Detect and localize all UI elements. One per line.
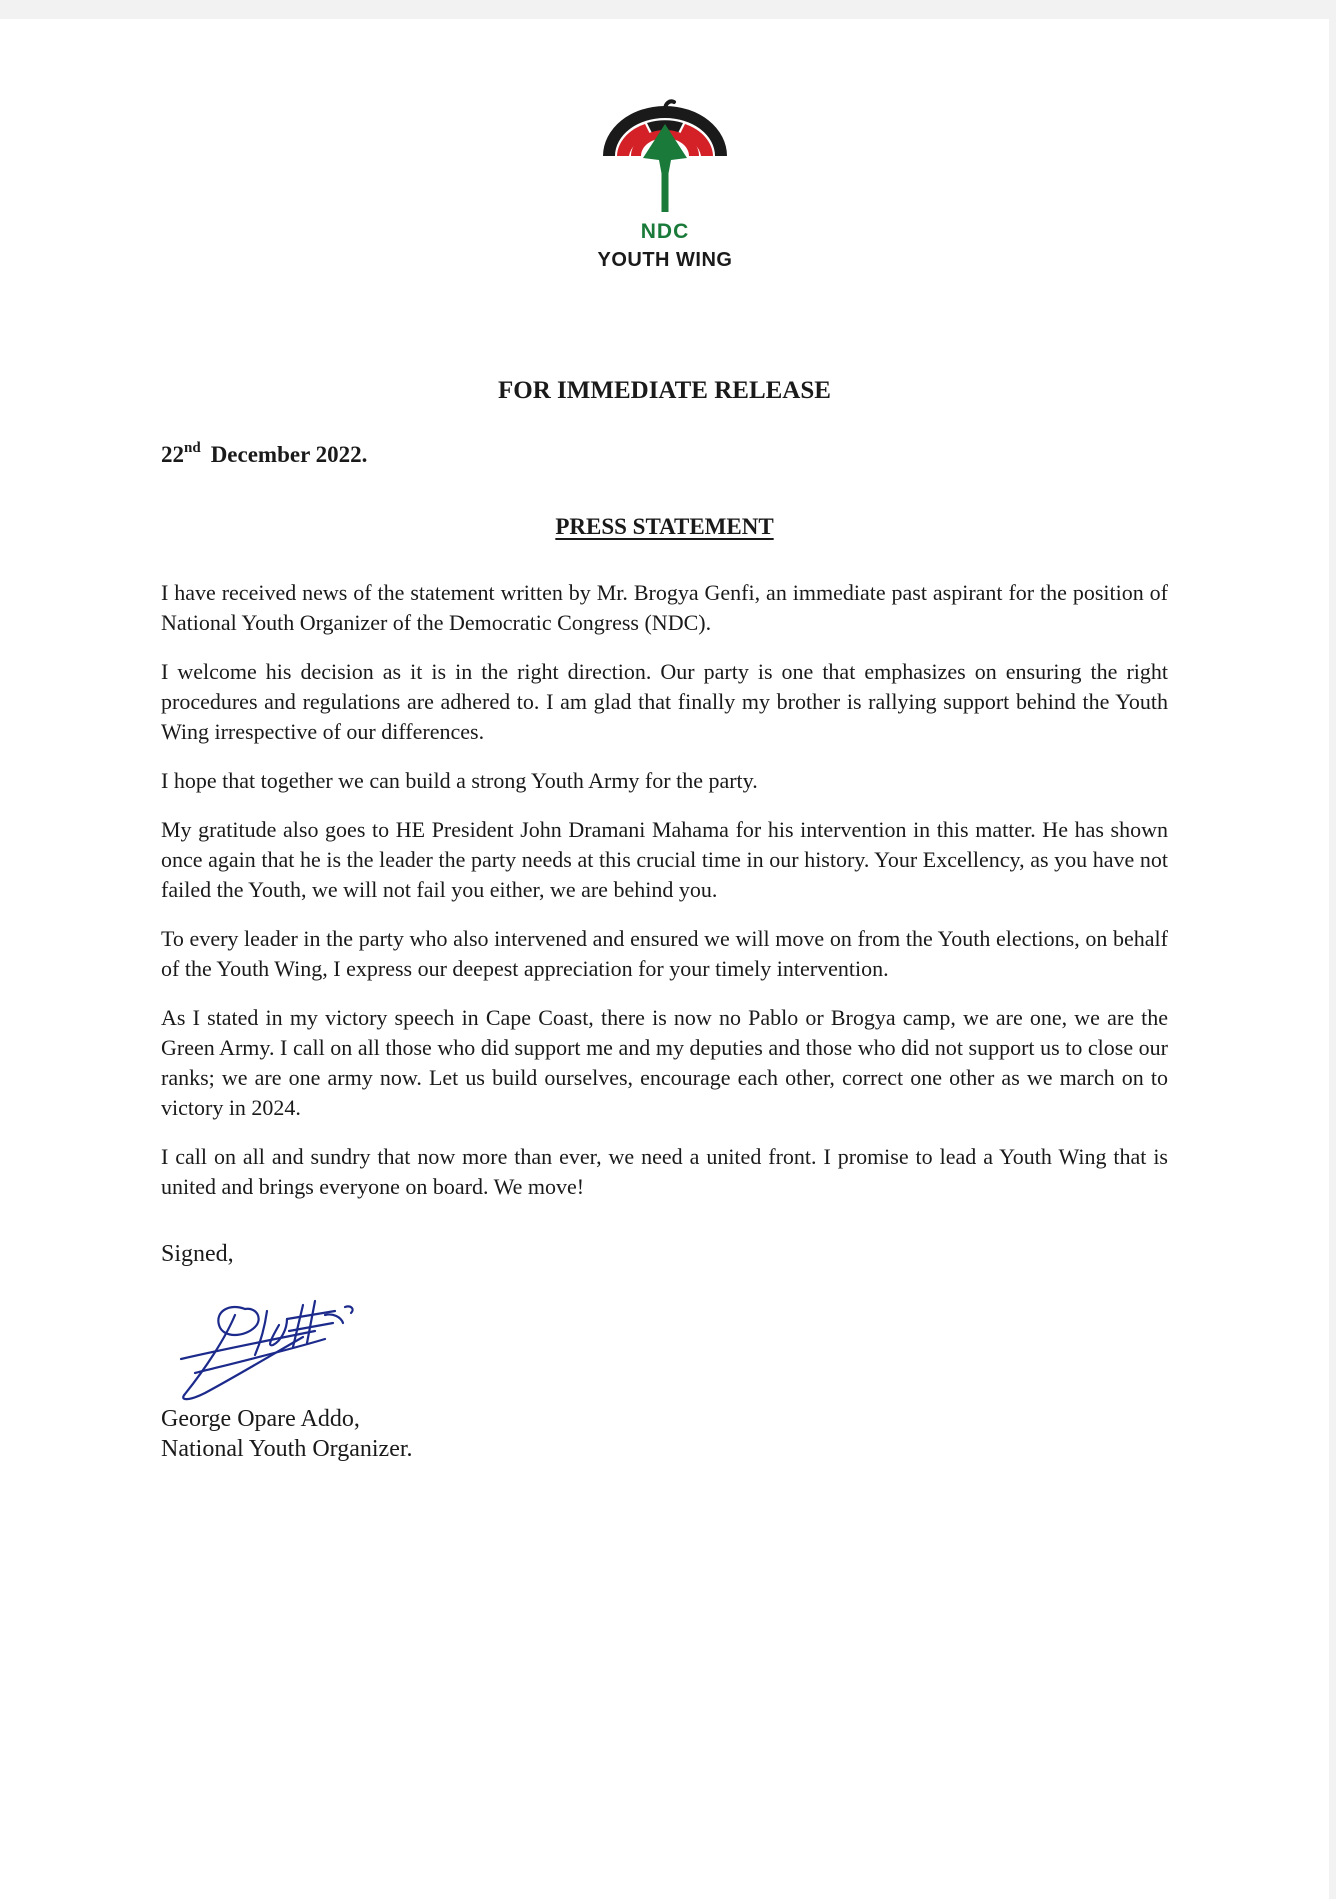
body-paragraph: As I stated in my victory speech in Cape Coast, there is now no Pablo or Brogya camp, we are one, we are the Green Army. I call on all those who did support me and my deputies and those who did not support us to close our ranks; we are one army now. Let us build ourselves, encourage each other, correct one other as we march on to victory in 2024. <box>161 1005 1168 1120</box>
document-title-text: PRESS STATEMENT <box>555 514 774 539</box>
body-paragraph: My gratitude also goes to HE President John Dramani Mahama for his intervention in this matter. He has shown once again that he is the leader the party needs at this crucial time in our history. Your Excellency, as you have not failed the Youth, we will not fail you either, we are behind you. <box>161 817 1168 902</box>
body-paragraph: I call on all and sundry that now more than ever, we need a united front. I promise to lead a Youth Wing that is united and brings everyone on board. We move! <box>161 1144 1168 1199</box>
document-title <box>0 514 1329 540</box>
statement-date <box>161 440 367 468</box>
logo-youth-wing-text: YOUTH WING <box>597 249 733 271</box>
signatory-name: George Opare Addo, <box>161 1406 360 1432</box>
handwritten-signature <box>175 1289 385 1404</box>
release-label: FOR IMMEDIATE RELEASE <box>498 377 831 404</box>
ndc-youth-wing-logo <box>590 94 740 274</box>
body-paragraph: I welcome his decision as it is in the right direction. Our party is one that emphasizes on ensuring the right procedures and regulations are adhered to. I am glad that finally my brother is rallying support behind the Youth Wing irrespective of our differences. <box>161 659 1168 744</box>
body-paragraph: To every leader in the party who also intervened and ensured we will move on from the Youth elections, on behalf of the Youth Wing, I express our deepest appreciation for your timely intervention. <box>161 926 1168 981</box>
signed-label: Signed, <box>161 1241 234 1267</box>
signatory-title: National Youth Organizer. <box>161 1436 413 1462</box>
date-rest: December 2022. <box>210 442 368 467</box>
logo-ndc-text: NDC <box>640 220 690 243</box>
date-day: 22 <box>161 442 184 467</box>
body-paragraph: I hope that together we can build a strong Youth Army for the party. <box>161 768 758 793</box>
body-paragraph: I have received news of the statement written by Mr. Brogya Genfi, an immediate past aspirant for the position of National Youth Organizer of the Democratic Congress (NDC). <box>161 580 1168 635</box>
signatory <box>161 1404 413 1464</box>
date-suffix: nd <box>184 440 201 456</box>
document-page <box>0 19 1329 1899</box>
statement-body <box>161 578 1168 1221</box>
ndc-umbrella-icon <box>599 94 731 222</box>
